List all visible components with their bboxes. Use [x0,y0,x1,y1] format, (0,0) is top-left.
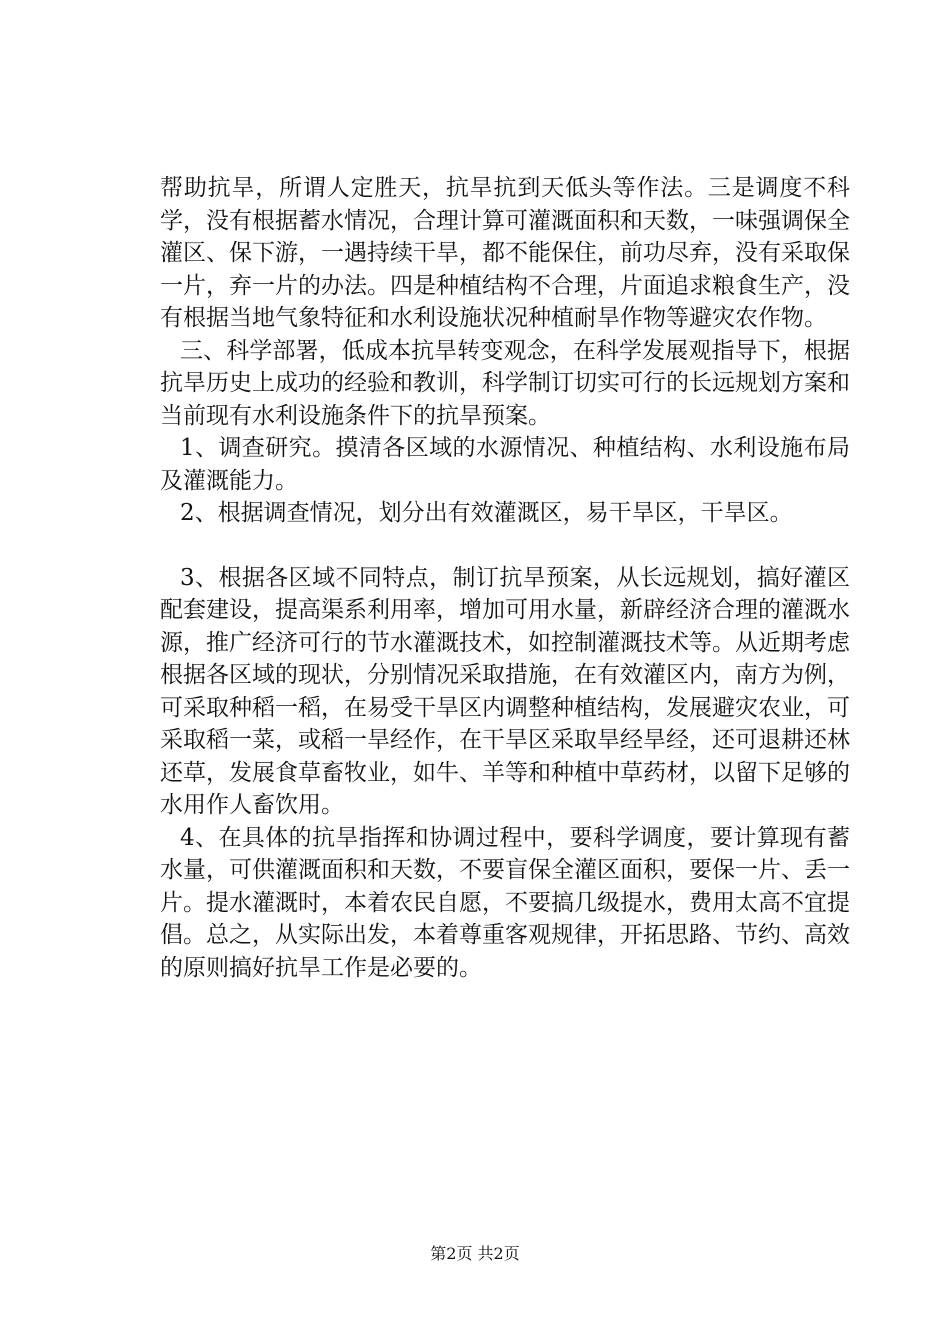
paragraph-item-4: 4、在具体的抗旱指挥和协调过程中，要科学调度，要计算现有蓄水量，可供灌溉面积和天数，不要盲保全灌区面积，要保一片、丢一片。提水灌溉时，本着农民自愿，不要搞几级提水，费用太高不宜提倡。总之，从实际出发，本着尊重客观规律，开拓思路、节约、高效的原则搞好抗旱工作是必要的。 [160,824,850,981]
paragraph-item-2: 2、根据调查情况，划分出有效灌溉区，易干旱区，干旱区。 [180,500,793,526]
page-number-label: 第2页 共2页 [430,1244,520,1263]
paragraph-section-three: 三、科学部署，低成本抗旱转变观念，在科学发展观指导下，根据抗旱历史上成功的经验和教训，科学制订切实可行的长远规划方案和当前现有水利设施条件下的抗旱预案。 [160,337,850,429]
paragraph-continuation: 帮助抗旱，所谓人定胜天，抗旱抗到天低头等作法。三是调度不科学，没有根据蓄水情况，合理计算可灌溉面积和天数，一味强调保全灌区、保下游，一遇持续干旱，都不能保住，前功尽弃，没有采取保一片，弃一片的办法。四是种植结构不合理，片面追求粮食生产，没有根据当地气象特征和水利设施状况种植耐旱作物等避灾农作物。 [160,175,850,331]
paragraph-item-3: 3、根据各区域不同特点，制订抗旱预案，从长远规划，搞好灌区配套建设，提高渠系利用率，增加可用水量，新辟经济合理的灌溉水源，推广经济可行的节水灌溉技术，如控制灌溉技术等。从近期考虑根据各区域的现状，分别情况采取措施，在有效灌区内，南方为例，可采取种稻一稻，在易受干旱区内调整种植结构，发展避灾农业，可采取稻一菜，或稻一旱经作，在干旱区采取旱经旱经，还可退耕还林还草，发展食草畜牧业，如牛、羊等和种植中草药材，以留下足够的水用作人畜饮用。 [160,564,850,818]
document-body [160,172,850,984]
page-footer [0,1244,950,1264]
paragraph-item-1: 1、调查研究。摸清各区域的水源情况、种植结构、水利设施布局及灌溉能力。 [160,435,850,494]
